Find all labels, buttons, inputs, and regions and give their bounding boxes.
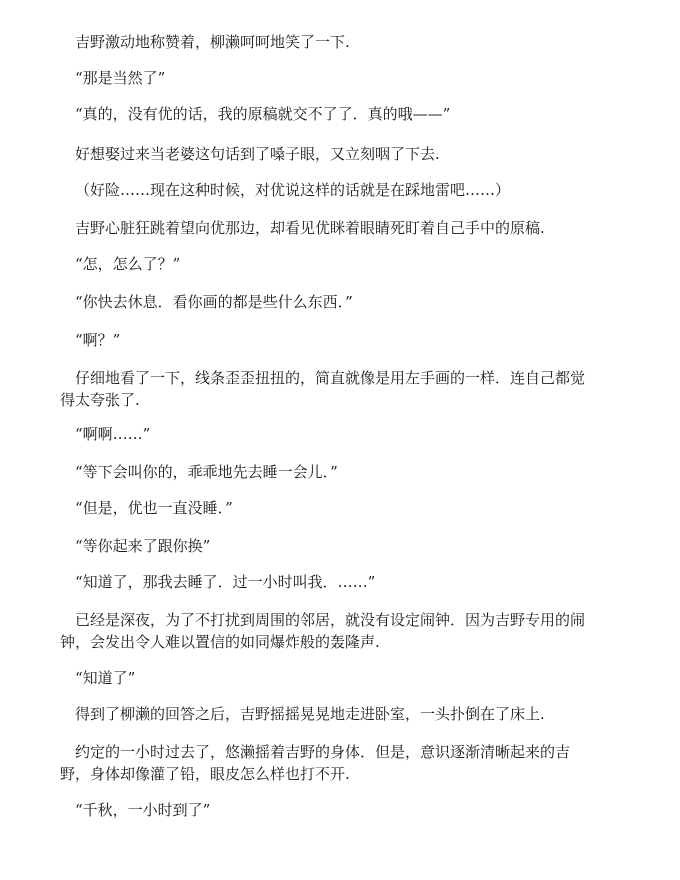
paragraph: “千秋，一小时到了” [75, 801, 211, 819]
paragraph: “啊啊……” [75, 425, 151, 443]
paragraph: 吉野心脏狂跳着望向优那边，却看见优眯着眼睛死盯着自己手中的原稿. [75, 219, 545, 237]
paragraph: “真的，没有优的话，我的原稿就交不了了．真的哦——” [75, 105, 451, 123]
paragraph-continuation: 得太夸张了. [60, 391, 140, 409]
paragraph: “等下会叫你的，乖乖地先去睡一会儿．” [75, 463, 338, 481]
paragraph: “等你起来了跟你换” [75, 537, 211, 555]
paragraph: 吉野激动地称赞着，柳濑呵呵地笑了一下. [75, 33, 350, 51]
paragraph: 好想娶过来当老婆这句话到了嗓子眼，又立刻咽了下去. [75, 145, 440, 163]
paragraph-continuation: 钟，会发出令人难以置信的如同爆炸般的轰隆声. [60, 633, 380, 651]
paragraph: “知道了，那我去睡了．过一小时叫我．……” [75, 573, 376, 591]
paragraph-continuation: 野，身体却像灌了铅，眼皮怎么样也打不开. [60, 765, 350, 783]
paragraph: “那是当然了” [75, 69, 166, 87]
paragraph: 得到了柳濑的回答之后，吉野摇摇晃晃地走进卧室，一头扑倒在了床上. [75, 705, 545, 723]
paragraph: “你快去休息．看你画的都是些什么东西．” [75, 293, 353, 311]
paragraph: “怎，怎么了？” [75, 255, 181, 273]
paragraph: （好险……现在这种时候，对优说这样的话就是在踩地雷吧……） [75, 181, 511, 199]
paragraph: “但是，优也一直没睡．” [75, 499, 233, 517]
paragraph: 约定的一小时过去了，悠濑摇着吉野的身体．但是，意识逐渐清晰起来的吉 [75, 743, 571, 761]
paragraph: “知道了” [75, 669, 136, 687]
paragraph: “啊？” [75, 331, 121, 349]
paragraph: 已经是深夜，为了不打扰到周围的邻居，就没有设定闹钟．因为吉野专用的闹 [75, 611, 586, 629]
paragraph: 仔细地看了一下，线条歪歪扭扭的，简直就像是用左手画的一样．连自己都觉 [75, 369, 586, 387]
